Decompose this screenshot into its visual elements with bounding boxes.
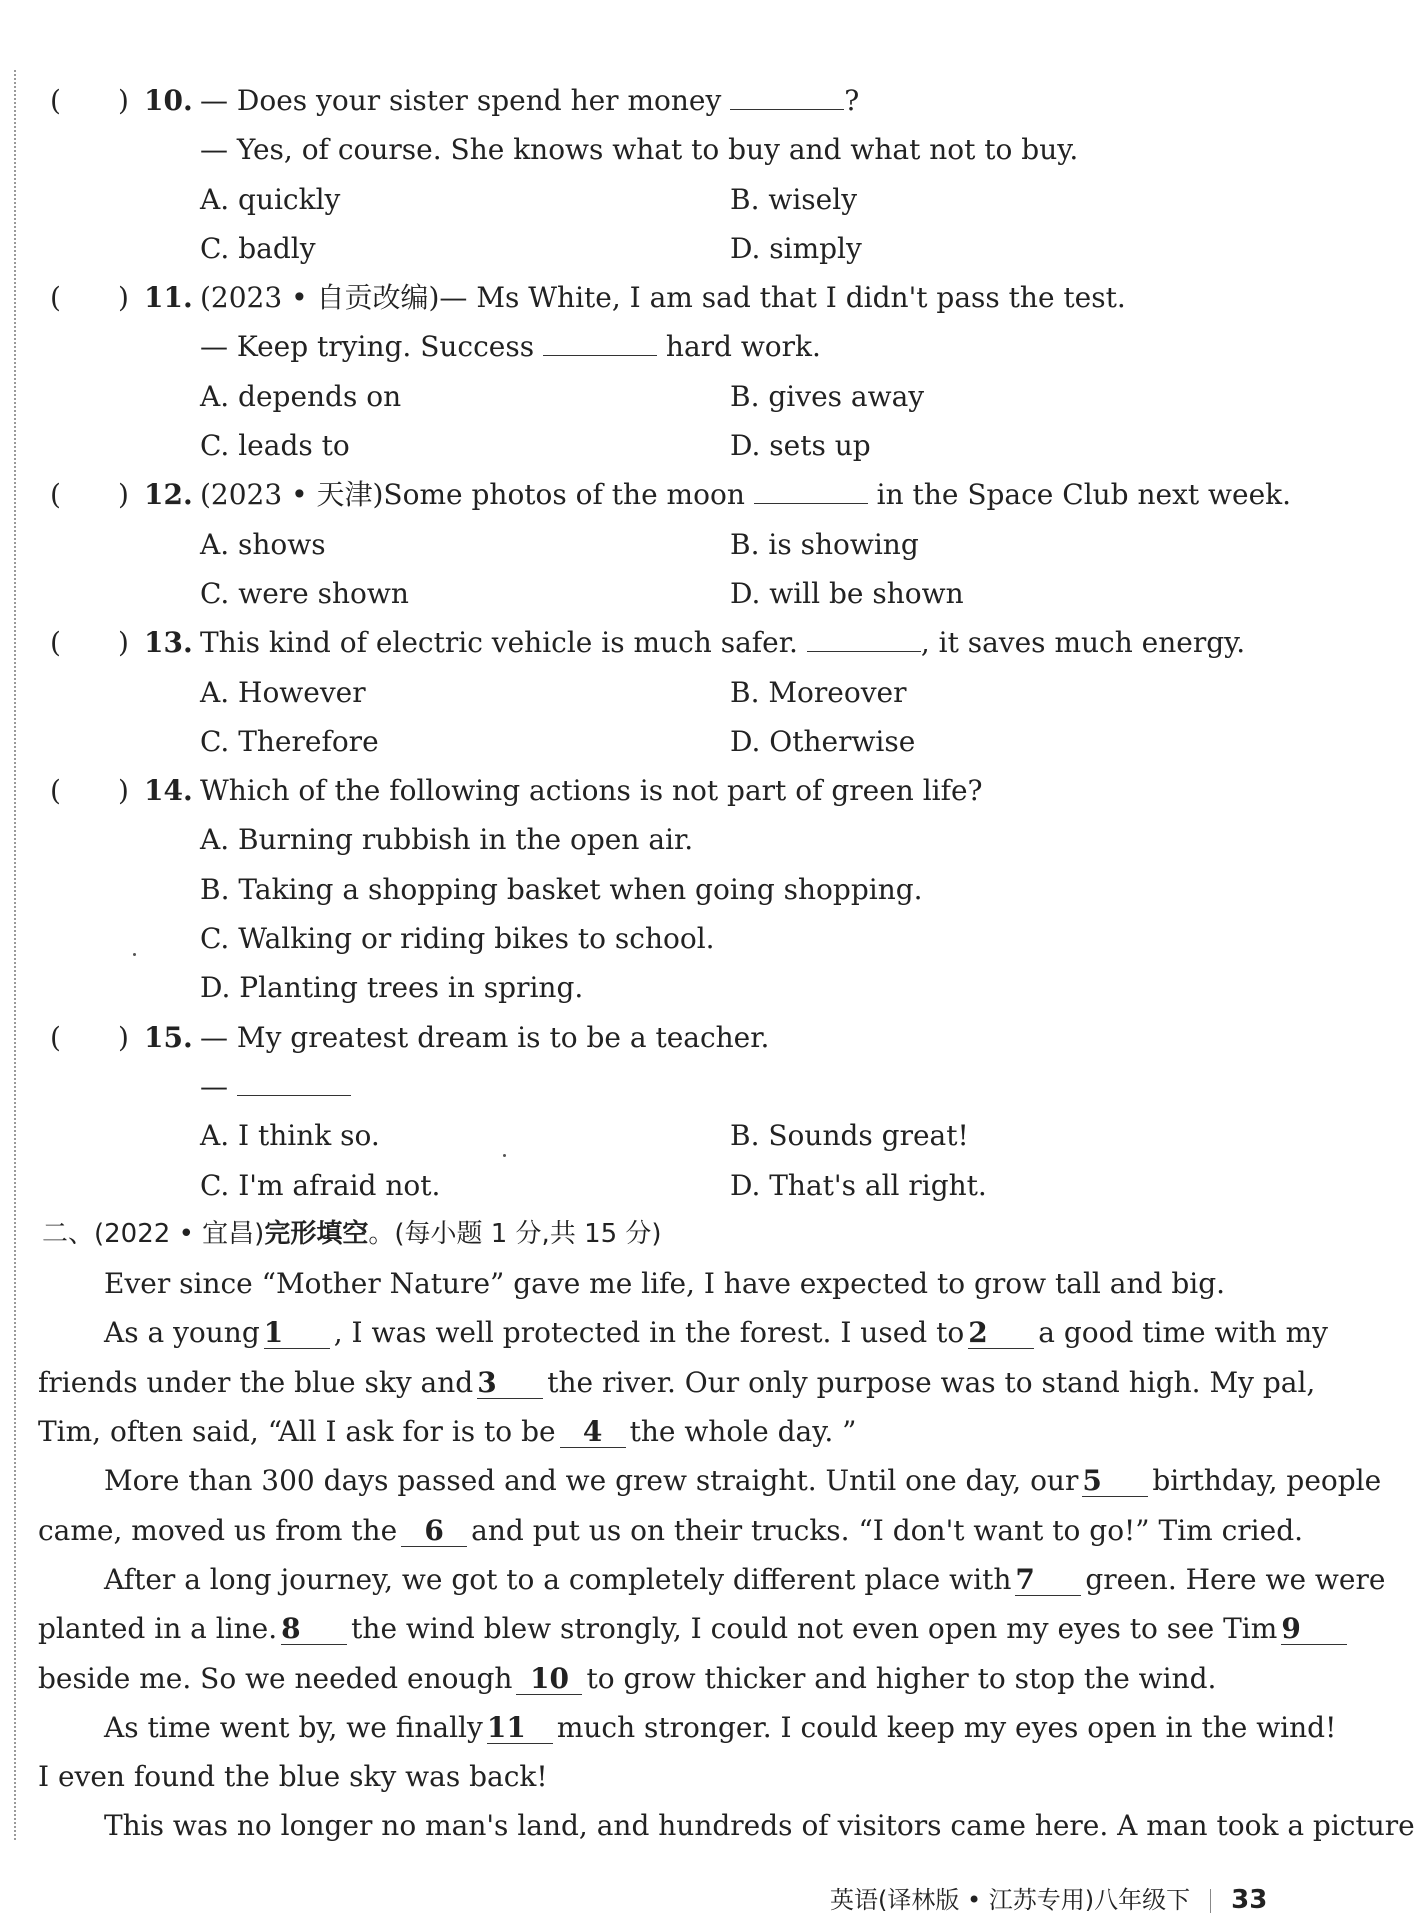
passage-paragraph-2: As a young 1 , I was well protected in the forest. I used to 2 a good time with my bbox=[104, 1316, 1328, 1350]
worksheet-content: ( ) 10. — Does your sister spend her money ? — Yes, of course. She knows what to buy and what not to buy. A. quickly B. wisely C. badly D. simply ( ) 11. (2023 • 自贡改编)— Ms White, I am sad that I didn't pass the test. — Keep trying. Success hard work. A. depends on B. gives away C. leads to D. sets up ( ) 12. (2023 • 天津)Some photos of the moon in the Space Club next week. A. shows B. is showing C. were shown D. will be shown ( ) 13. This kind of electric vehicle is much safer. , it saves much energy. A. However B. Moreover C. Therefore D. Otherwise ( ) 14. Which of the following actions is not part of green life? A. Burning rubbish in the open air. B. Taking a shopping basket when going shopping. C. Walking or riding bikes to school. D. Planting trees in spring. ( ) 15. — My greatest dream is to be a teacher. — A. I think so. B. Sounds great! C. I'm afraid not. D. That's all right. 二、(2022 • 宜昌)完形填空。(每小题 1 分,共 15 分) Ever since “Mother Nature” gave me life, I have expected to grow tall and big. As a young 1 , I was well protected in the forest. I used to 2 a good time with my friends under the blue sky and 3 the river. Our only purpose was to stand high. My pal, Tim, often said, “All I ask for is to be 4 the whole day. ” More than 300 days passed and we grew straight. Until one day, our 5 birthday, people came, moved us from the 6 and put us on their trucks. “I don't want to go!” Tim cried. After a long journey, we got to a completely different place with 7 green. Here we were planted in a line. 8 the wind blew strongly, I could not even open my eyes to see Tim 9 beside me. So we needed enough 10 to grow thicker and higher to stop the wind. As time went by, we finally 11 much stronger. I could keep my eyes open in the wind! I even found the blue sky was back! This was no longer no man's land, and hundreds of visitors came here. A man took a picture bbox=[46, 76, 1282, 1851]
option-c: C. I'm afraid not. bbox=[200, 1168, 441, 1202]
question-number: 13. bbox=[144, 626, 193, 660]
question-number: 10. bbox=[144, 84, 193, 117]
question-stem: — My greatest dream is to be a teacher. bbox=[200, 1020, 770, 1054]
question-stem: Which of the following actions is not part of green life? bbox=[200, 774, 983, 808]
page-number: 33 bbox=[1231, 1885, 1268, 1915]
passage-paragraph-1: Ever since “Mother Nature” gave me life, I have expected to grow tall and big. bbox=[104, 1267, 1226, 1301]
book-title: 英语(译林版 • 江苏专用)八年级下 bbox=[830, 1886, 1191, 1914]
question-15 bbox=[46, 1013, 1282, 1062]
passage-paragraph-6: This was no longer no man's land, and hundreds of visitors came here. A man took a picture bbox=[104, 1809, 1415, 1843]
cloze-blank-7[interactable]: 7 bbox=[1015, 1565, 1081, 1596]
answer-paren-close: ) bbox=[118, 478, 129, 512]
passage-paragraph-5: As time went by, we finally 11 much stronger. I could keep my eyes open in the wind! bbox=[104, 1710, 1337, 1744]
cloze-blank-5[interactable]: 5 bbox=[1082, 1466, 1148, 1497]
answer-blank[interactable] bbox=[543, 333, 657, 356]
answer-blank[interactable] bbox=[730, 87, 844, 110]
question-10 bbox=[46, 76, 1282, 125]
option-a: A. depends on bbox=[200, 379, 402, 413]
question-number: 11. bbox=[144, 281, 193, 315]
page-footer bbox=[830, 1880, 1267, 1915]
question-number: 14. bbox=[144, 774, 193, 808]
answer-blank[interactable] bbox=[807, 629, 921, 652]
answer-paren-open: ( bbox=[50, 281, 61, 315]
question-reply: — bbox=[200, 1062, 351, 1111]
option-c: C. Therefore bbox=[200, 724, 379, 758]
passage-paragraph-4: After a long journey, we got to a completely different place with 7 green. Here we were bbox=[104, 1562, 1386, 1596]
option-b: B. is showing bbox=[730, 527, 919, 561]
answer-paren-open: ( bbox=[50, 1020, 61, 1054]
cloze-blank-11[interactable]: 11 bbox=[487, 1713, 553, 1744]
cloze-blank-9[interactable]: 9 bbox=[1281, 1614, 1347, 1645]
option-d: D. Planting trees in spring. bbox=[200, 971, 584, 1005]
cloze-blank-4[interactable]: 4 bbox=[560, 1417, 626, 1448]
binding-margin-line bbox=[14, 70, 16, 1840]
option-c: C. leads to bbox=[200, 429, 350, 463]
cloze-blank-3[interactable]: 3 bbox=[477, 1368, 543, 1399]
question-12 bbox=[46, 470, 1292, 519]
option-a: A. However bbox=[200, 675, 366, 709]
cloze-blank-1[interactable]: 1 bbox=[264, 1318, 330, 1349]
section-heading: 二、(2022 • 宜昌)完形填空。(每小题 1 分,共 15 分) bbox=[42, 1218, 662, 1249]
passage-paragraph-3: More than 300 days passed and we grew straight. Until one day, our 5 birthday, people bbox=[104, 1464, 1382, 1498]
option-b: B. Sounds great! bbox=[730, 1119, 969, 1153]
question-stem: (2023 • 天津)Some photos of the moon in the Space Club next week. bbox=[200, 478, 1292, 512]
question-13 bbox=[46, 618, 1282, 667]
question-reply: — Keep trying. Success hard work. bbox=[200, 330, 821, 364]
option-d: D. sets up bbox=[730, 429, 871, 463]
question-11 bbox=[46, 273, 1282, 322]
option-c: C. were shown bbox=[200, 576, 409, 610]
answer-paren-open: ( bbox=[50, 478, 61, 512]
option-a: A. shows bbox=[200, 527, 326, 561]
question-number: 12. bbox=[144, 478, 193, 512]
option-c: C. Walking or riding bikes to school. bbox=[200, 922, 715, 956]
answer-paren-close: ) bbox=[118, 774, 129, 808]
option-b: B. wisely bbox=[730, 182, 858, 216]
option-d: D. Otherwise bbox=[730, 724, 916, 758]
option-a: A. Burning rubbish in the open air. bbox=[200, 823, 694, 857]
answer-paren-close: ) bbox=[118, 626, 129, 660]
option-c: C. badly bbox=[200, 231, 316, 265]
question-stem: — Does your sister spend her money ? bbox=[200, 84, 860, 117]
cloze-blank-2[interactable]: 2 bbox=[968, 1318, 1034, 1349]
cloze-blank-6[interactable]: 6 bbox=[401, 1516, 467, 1547]
answer-paren-open: ( bbox=[50, 626, 61, 660]
question-14 bbox=[46, 766, 1282, 815]
option-a: A. quickly bbox=[200, 182, 341, 216]
answer-paren-close: ) bbox=[118, 1020, 129, 1054]
footer-divider bbox=[1210, 1889, 1211, 1913]
cloze-blank-10[interactable]: 10 bbox=[516, 1664, 582, 1695]
answer-paren-open: ( bbox=[50, 84, 61, 117]
question-stem: This kind of electric vehicle is much safer. , it saves much energy. bbox=[200, 626, 1246, 660]
answer-paren-close: ) bbox=[118, 84, 129, 117]
answer-paren-open: ( bbox=[50, 774, 61, 808]
option-b: B. gives away bbox=[730, 379, 925, 413]
option-a: A. I think so. bbox=[200, 1119, 380, 1153]
answer-blank[interactable] bbox=[754, 481, 868, 504]
question-stem: (2023 • 自贡改编)— Ms White, I am sad that I didn't pass the test. bbox=[200, 281, 1126, 315]
answer-blank[interactable] bbox=[237, 1073, 351, 1096]
question-number: 15. bbox=[144, 1020, 193, 1054]
option-d: D. will be shown bbox=[730, 576, 964, 610]
question-reply: — Yes, of course. She knows what to buy and what not to buy. bbox=[200, 133, 1079, 167]
cloze-blank-8[interactable]: 8 bbox=[281, 1614, 347, 1645]
answer-paren-close: ) bbox=[118, 281, 129, 315]
option-b: B. Moreover bbox=[730, 675, 907, 709]
option-d: D. simply bbox=[730, 231, 862, 265]
option-d: D. That's all right. bbox=[730, 1168, 987, 1202]
option-b: B. Taking a shopping basket when going shopping. bbox=[200, 872, 923, 906]
